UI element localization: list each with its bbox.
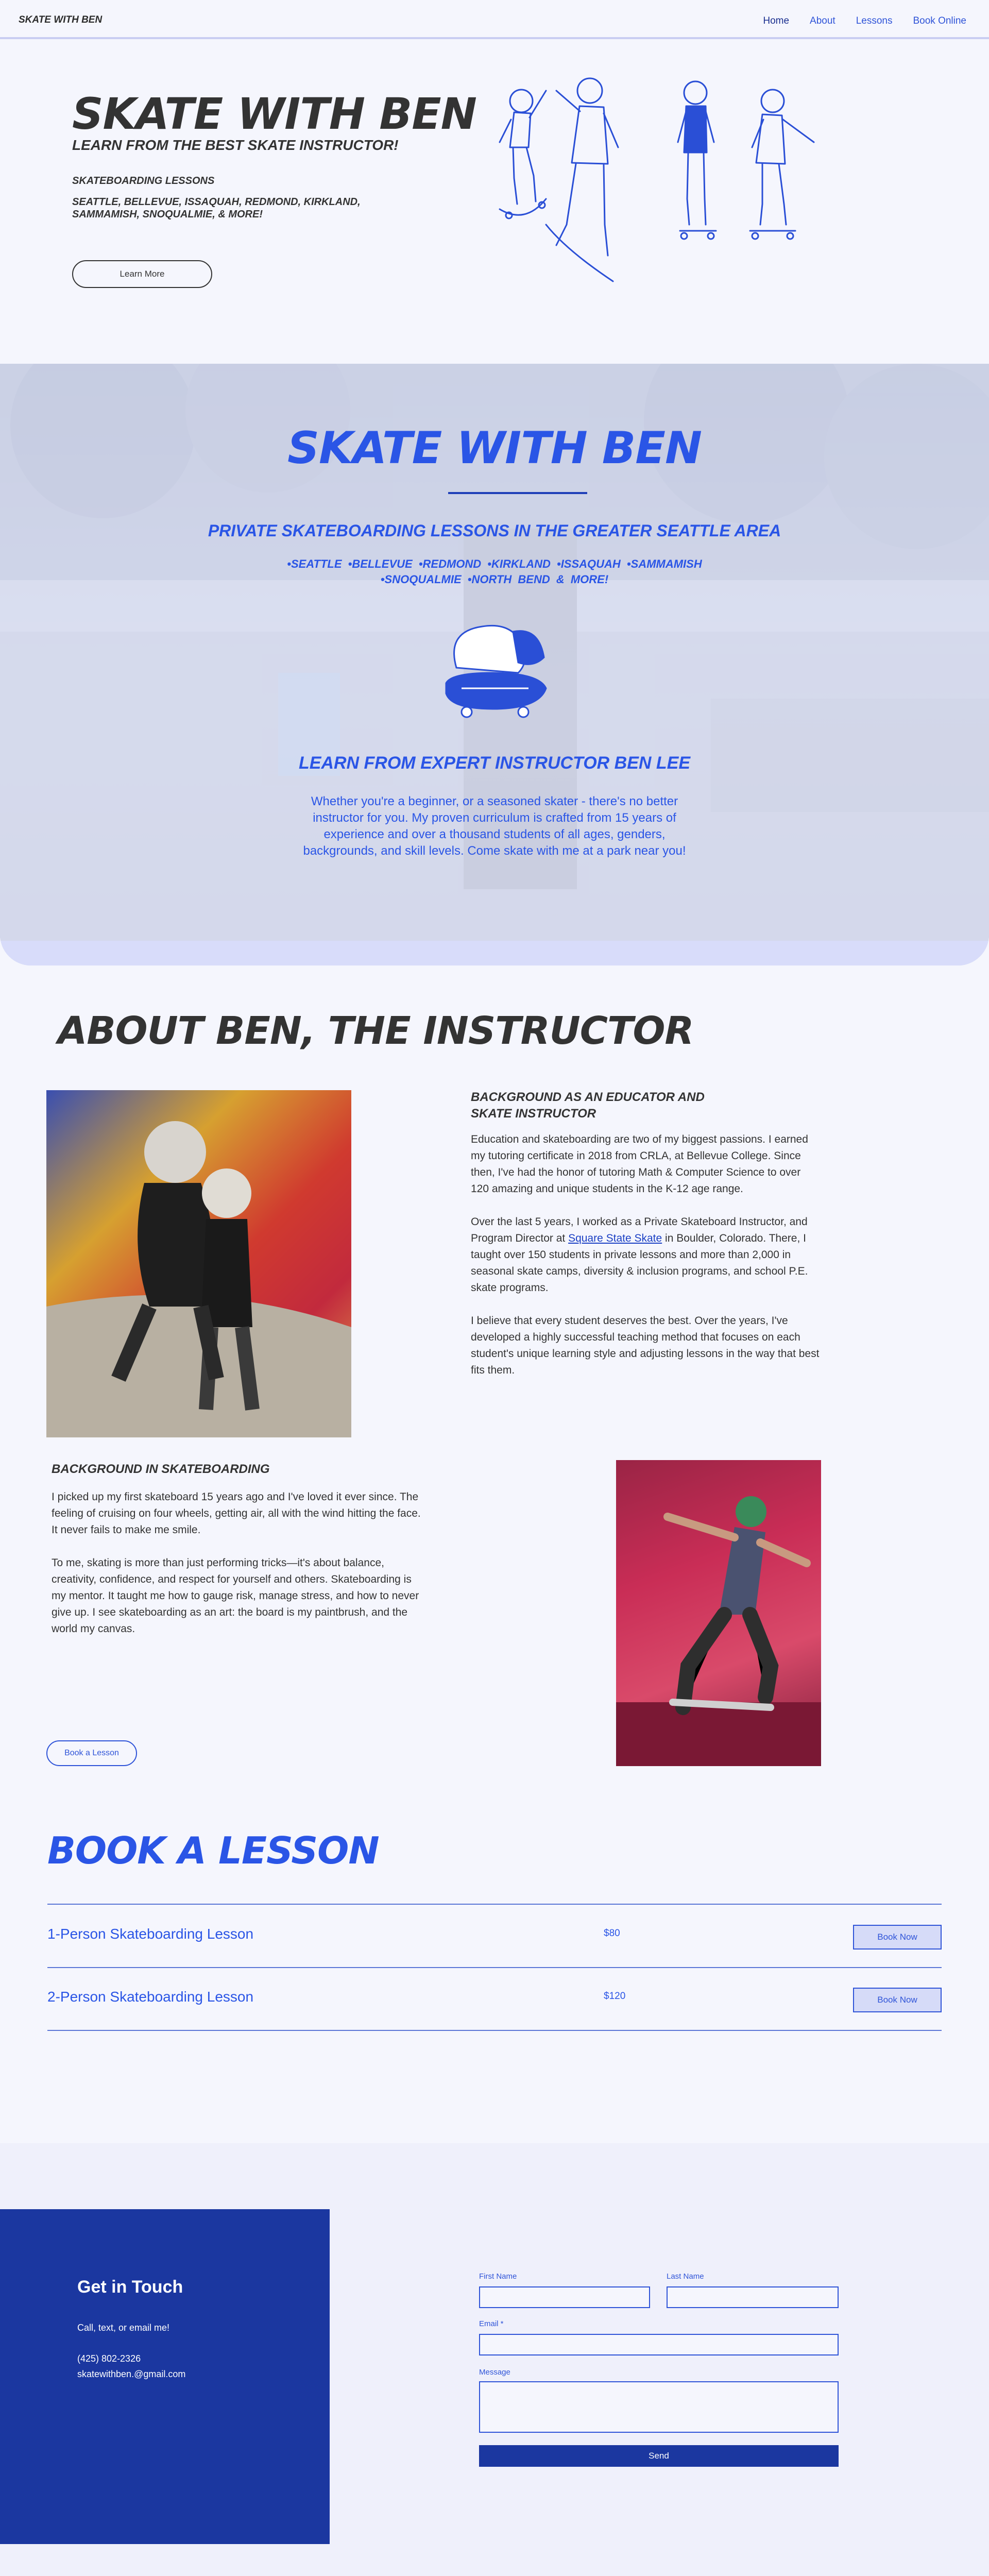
site-header — [0, 0, 989, 39]
instructor-skating-photo — [616, 1460, 821, 1766]
educator-paragraph-2: Over the last 5 years, I worked as a Private Skateboard Instructor, and Program Director at Square State Skate in Boulder, Colorado. There, I taught over 150 students in private lessons and more than 2,000 in seasonal skate camps, diversity & inclusion programs, and school P.E. skate programs. — [471, 1216, 808, 1294]
skateboarding-background-heading: BACKGROUND IN SKATEBOARDING — [52, 1462, 270, 1476]
skate-paragraph-1: I picked up my first skateboard 15 years ago and I've loved it ever since. The feeling of cruising on four wheels, getting air, all with the wind hitting the face. It never fails to make me smile. — [52, 1491, 421, 1536]
message-field[interactable] — [479, 2381, 839, 2433]
book-now-button-1[interactable]: Book Now — [853, 1925, 942, 1950]
contact-phone[interactable]: (425) 802-2326 — [77, 2353, 141, 2364]
first-name-label: First Name — [479, 2272, 517, 2281]
contact-email[interactable]: skatewithben.@gmail.com — [77, 2369, 186, 2379]
first-name-field[interactable] — [479, 2286, 650, 2308]
about-title: ABOUT BEN, THE INSTRUCTOR — [58, 1009, 694, 1053]
nav-about[interactable]: About — [810, 15, 835, 26]
lesson-divider — [47, 1967, 942, 1968]
banner-expert-heading: LEARN FROM EXPERT INSTRUCTOR BEN LEE — [298, 753, 691, 773]
site-logo[interactable]: SKATE WITH BEN — [19, 14, 103, 25]
last-name-field[interactable] — [667, 2286, 839, 2308]
email-label: Email * — [479, 2319, 504, 2328]
banner-divider — [448, 492, 587, 494]
square-state-skate-link[interactable]: Square State Skate — [568, 1232, 662, 1244]
banner-body-text: Whether you're a beginner, or a seasoned skater - there's no better instructor for you. My proven curriculum is crafted from 15 years of experience and over a thousand students of all ages, genders, backgrounds, and skill levels. Come skate with me at a park near you! — [303, 794, 686, 858]
instructor-with-student-photo — [46, 1090, 351, 1437]
email-field[interactable] — [479, 2334, 839, 2355]
lesson-divider — [47, 1904, 942, 1905]
hero-title: SKATE WITH BEN — [72, 89, 476, 139]
hero-lessons-heading: SKATEBOARDING LESSONS — [72, 175, 215, 187]
book-now-button-2[interactable]: Book Now — [853, 1988, 942, 2012]
message-label: Message — [479, 2368, 510, 2377]
contact-heading: Get in Touch — [77, 2277, 183, 2297]
educator-background-heading: BACKGROUND AS AN EDUCATOR AND SKATE INSTRUCTOR — [471, 1090, 705, 1121]
lesson-name-1[interactable]: 1-Person Skateboarding Lesson — [47, 1926, 254, 1942]
banner-areas-line-1: •SEATTLE •BELLEVUE •REDMOND •KIRKLAND •ISSAQUAH •SAMMAMISH — [287, 557, 702, 570]
banner-subtitle: PRIVATE SKATEBOARDING LESSONS IN THE GREATER SEATTLE AREA — [208, 521, 781, 540]
nav-home[interactable]: Home — [763, 15, 790, 26]
send-button[interactable]: Send — [479, 2445, 839, 2467]
book-lesson-title: BOOK A LESSON — [47, 1829, 379, 1872]
main-nav — [763, 15, 966, 27]
helmet-skateboard-icon — [436, 611, 553, 721]
book-a-lesson-button[interactable]: Book a Lesson — [46, 1740, 137, 1766]
last-name-label: Last Name — [667, 2272, 704, 2281]
banner-service-areas — [237, 556, 752, 587]
lesson-name-2[interactable]: 2-Person Skateboarding Lesson — [47, 1989, 254, 2005]
educator-background-text — [471, 1131, 821, 1395]
nav-book-online[interactable]: Book Online — [913, 15, 966, 26]
lesson-divider — [47, 2030, 942, 2031]
hero-locations: SEATTLE, BELLEVUE, ISSAQUAH, REDMOND, KIRKLAND, SAMMAMISH, SNOQUALMIE, & MORE! — [72, 196, 361, 220]
lesson-price-2: $120 — [604, 1991, 626, 2002]
skaters-illustration — [484, 70, 834, 292]
educator-paragraph-3: I believe that every student deserves the best. Over the years, I've developed a highly successful teaching method that focuses on each student's unique learning style and adjusting lessons in the way that best fits them. — [471, 1315, 820, 1376]
banner-title: SKATE WITH BEN — [287, 422, 702, 474]
educator-paragraph-1: Education and skateboarding are two of my biggest passions. I earned my tutoring certificate in 2018 from CRLA, at Bellevue College. Since then, I've had the honor of tutoring Math & Computer Science to over 120 amazing and unique students in the K-12 age range. — [471, 1133, 808, 1195]
hero-subtitle: LEARN FROM THE BEST SKATE INSTRUCTOR! — [72, 137, 399, 153]
lesson-price-1: $80 — [604, 1928, 620, 1939]
skateboarding-background-text — [52, 1489, 428, 1654]
banner-areas-line-2: •SNOQUALMIE •NORTH BEND & MORE! — [380, 573, 609, 586]
contact-intro: Call, text, or email me! — [77, 2323, 170, 2333]
nav-lessons[interactable]: Lessons — [856, 15, 893, 26]
skate-paragraph-2: To me, skating is more than just performing tricks—it's about balance, creativity, confidence, and respect for yourself and others. Skateboarding is my mentor. It taught me how to gauge risk, manage stress, and how to never give up. I see skateboarding as an art: the board is my paintbrush, and the world my canvas. — [52, 1557, 419, 1635]
learn-more-button[interactable]: Learn More — [72, 260, 212, 288]
